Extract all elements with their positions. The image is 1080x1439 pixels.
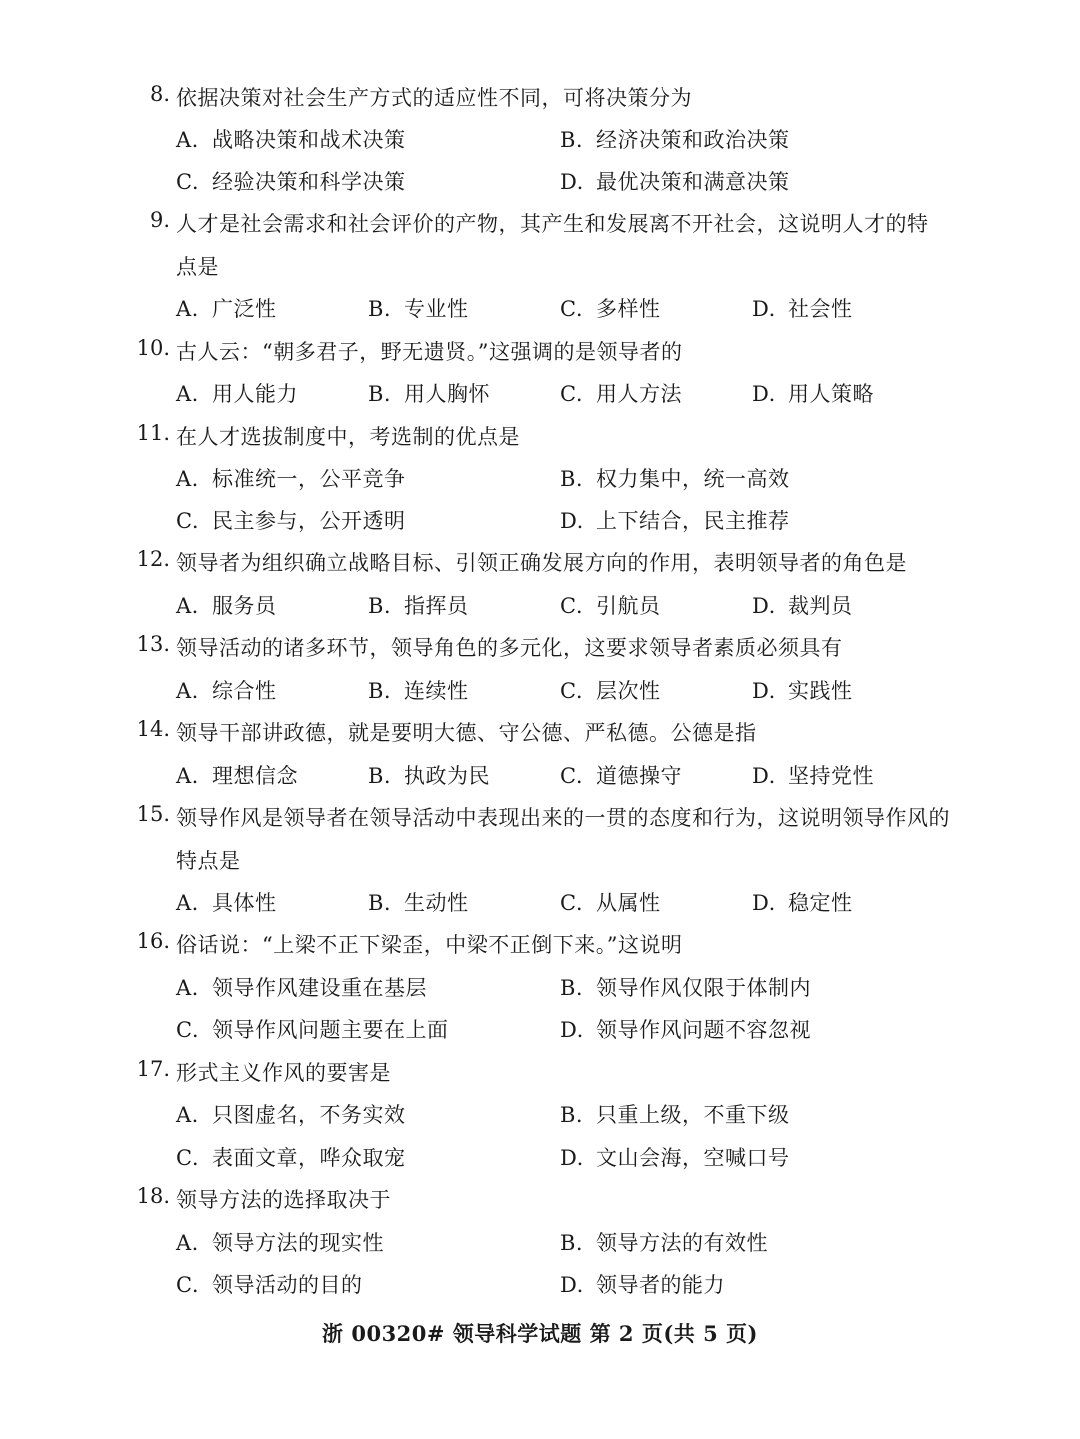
option-text: 权力集中，统一高效 — [596, 467, 790, 491]
option-letter: B. — [560, 1103, 584, 1127]
option-letter: A. — [176, 594, 199, 618]
option-letter: D. — [560, 170, 584, 194]
option-letter: A. — [176, 297, 199, 321]
option-a — [176, 463, 406, 493]
option-letter: B. — [368, 891, 392, 915]
question-stem: 领导者为组织确立战略目标、引领正确发展方向的作用，表明领导者的角色是 — [176, 551, 907, 575]
option-text: 领导作风问题不容忽视 — [596, 1018, 811, 1042]
option-a — [176, 675, 277, 705]
option-b — [368, 293, 469, 323]
option-c — [176, 1142, 406, 1172]
option-letter: A. — [176, 891, 199, 915]
question-stem: 形式主义作风的要害是 — [176, 1061, 391, 1085]
question-stem-continued: 点是 — [176, 255, 219, 279]
option-text: 社会性 — [788, 297, 853, 321]
option-letter: B. — [368, 679, 392, 703]
option-d — [752, 760, 874, 790]
option-a — [176, 1227, 384, 1257]
option-letter: C. — [560, 891, 583, 915]
option-b — [368, 590, 469, 620]
question-stem: 俗话说：“上梁不正下梁歪，中梁不正倒下来。”这说明 — [176, 933, 683, 957]
option-letter: C. — [176, 1018, 199, 1042]
option-letter: B. — [368, 382, 392, 406]
option-b — [560, 124, 790, 154]
option-text: 领导者的能力 — [596, 1273, 725, 1297]
question-stem: 领导干部讲政德，就是要明大德、守公德、严私德。公德是指 — [176, 721, 757, 745]
page-footer: 浙 00320# 领导科学试题 第 2 页(共 5 页) — [322, 1321, 758, 1346]
option-b — [368, 887, 469, 917]
option-letter: D. — [560, 1018, 584, 1042]
option-letter: A. — [176, 467, 199, 491]
option-text: 生动性 — [404, 891, 469, 915]
option-text: 多样性 — [596, 297, 661, 321]
option-text: 用人胸怀 — [404, 382, 490, 406]
option-text: 用人能力 — [212, 382, 298, 406]
option-letter: C. — [560, 297, 583, 321]
question-number: 15. — [136, 802, 170, 826]
option-c — [176, 1269, 363, 1299]
option-d — [752, 675, 853, 705]
option-text: 执政为民 — [404, 764, 490, 788]
option-letter: D. — [752, 679, 776, 703]
option-text: 只图虚名，不务实效 — [212, 1103, 406, 1127]
option-letter: B. — [560, 128, 584, 152]
option-b — [368, 675, 469, 705]
option-c — [560, 378, 682, 408]
option-a — [176, 1099, 406, 1129]
option-text: 稳定性 — [788, 891, 853, 915]
option-text: 广泛性 — [212, 297, 277, 321]
option-letter: C. — [560, 679, 583, 703]
option-text: 连续性 — [404, 679, 469, 703]
question-number: 11. — [136, 421, 170, 445]
option-letter: C. — [176, 1146, 199, 1170]
option-d — [560, 1269, 725, 1299]
question-stem: 依据决策对社会生产方式的适应性不同，可将决策分为 — [176, 86, 692, 110]
option-c — [560, 760, 682, 790]
option-d — [752, 378, 874, 408]
option-text: 领导作风仅限于体制内 — [596, 976, 811, 1000]
question-stem: 领导方法的选择取决于 — [176, 1188, 391, 1212]
option-a — [176, 124, 406, 154]
option-letter: B. — [368, 297, 392, 321]
option-text: 服务员 — [212, 594, 277, 618]
option-text: 上下结合，民主推荐 — [596, 509, 790, 533]
option-a — [176, 760, 298, 790]
option-text: 领导作风问题主要在上面 — [212, 1018, 449, 1042]
question-number: 8. — [149, 82, 170, 106]
option-a — [176, 293, 277, 323]
option-c — [176, 166, 406, 196]
option-letter: B. — [560, 976, 584, 1000]
question-number: 14. — [136, 717, 170, 741]
option-letter: D. — [560, 509, 584, 533]
option-letter: D. — [752, 594, 776, 618]
option-c — [176, 505, 406, 535]
option-d — [560, 1142, 790, 1172]
option-letter: C. — [560, 764, 583, 788]
option-text: 用人方法 — [596, 382, 682, 406]
question-number: 17. — [136, 1057, 170, 1081]
option-letter: A. — [176, 382, 199, 406]
option-letter: A. — [176, 1103, 199, 1127]
option-text: 引航员 — [596, 594, 661, 618]
option-d — [560, 505, 790, 535]
option-letter: B. — [368, 594, 392, 618]
question-number: 16. — [136, 929, 170, 953]
option-text: 指挥员 — [404, 594, 469, 618]
option-b — [560, 1227, 768, 1257]
question-stem: 古人云：“朝多君子，野无遗贤。”这强调的是领导者的 — [176, 340, 683, 364]
option-text: 表面文章，哗众取宠 — [212, 1146, 406, 1170]
option-a — [176, 590, 277, 620]
option-d — [560, 1014, 811, 1044]
option-letter: D. — [560, 1146, 584, 1170]
question-stem-continued: 特点是 — [176, 849, 241, 873]
option-c — [560, 293, 661, 323]
option-letter: C. — [176, 1273, 199, 1297]
option-c — [560, 590, 661, 620]
option-text: 实践性 — [788, 679, 853, 703]
option-letter: A. — [176, 764, 199, 788]
option-text: 最优决策和满意决策 — [596, 170, 790, 194]
option-b — [560, 972, 811, 1002]
option-text: 坚持党性 — [788, 764, 874, 788]
option-a — [176, 887, 277, 917]
option-text: 经济决策和政治决策 — [596, 128, 790, 152]
option-letter: A. — [176, 128, 199, 152]
option-letter: D. — [752, 764, 776, 788]
option-text: 专业性 — [404, 297, 469, 321]
option-letter: D. — [752, 297, 776, 321]
option-letter: B. — [368, 764, 392, 788]
question-number: 13. — [136, 632, 170, 656]
question-number: 9. — [149, 208, 170, 232]
option-text: 层次性 — [596, 679, 661, 703]
option-letter: C. — [560, 594, 583, 618]
option-letter: A. — [176, 976, 199, 1000]
option-letter: D. — [560, 1273, 584, 1297]
question-stem: 人才是社会需求和社会评价的产物，其产生和发展离不开社会，这说明人才的特 — [176, 212, 929, 236]
question-stem: 领导作风是领导者在领导活动中表现出来的一贯的态度和行为，这说明领导作风的 — [176, 806, 950, 830]
option-text: 用人策略 — [788, 382, 874, 406]
option-letter: C. — [176, 509, 199, 533]
option-text: 只重上级，不重下级 — [596, 1103, 790, 1127]
option-d — [752, 293, 853, 323]
option-d — [752, 590, 853, 620]
option-b — [560, 1099, 790, 1129]
option-text: 标准统一，公平竞争 — [212, 467, 406, 491]
option-b — [368, 760, 490, 790]
option-letter: A. — [176, 679, 199, 703]
option-text: 文山会海，空喊口号 — [596, 1146, 790, 1170]
option-c — [560, 675, 661, 705]
option-letter: D. — [752, 891, 776, 915]
question-number: 12. — [136, 547, 170, 571]
option-text: 理想信念 — [212, 764, 298, 788]
option-a — [176, 972, 427, 1002]
option-text: 领导方法的有效性 — [596, 1231, 768, 1255]
option-letter: A. — [176, 1231, 199, 1255]
option-c — [560, 887, 661, 917]
option-letter: C. — [560, 382, 583, 406]
option-letter: B. — [560, 467, 584, 491]
option-b — [560, 463, 790, 493]
option-text: 领导活动的目的 — [212, 1273, 363, 1297]
option-c — [176, 1014, 449, 1044]
option-text: 综合性 — [212, 679, 277, 703]
option-d — [752, 887, 853, 917]
option-letter: D. — [752, 382, 776, 406]
option-letter: B. — [560, 1231, 584, 1255]
option-text: 道德操守 — [596, 764, 682, 788]
option-text: 经验决策和科学决策 — [212, 170, 406, 194]
option-a — [176, 378, 298, 408]
question-stem: 在人才选拔制度中，考选制的优点是 — [176, 425, 520, 449]
question-number: 10. — [136, 336, 170, 360]
option-text: 具体性 — [212, 891, 277, 915]
option-letter: C. — [176, 170, 199, 194]
option-text: 领导作风建设重在基层 — [212, 976, 427, 1000]
option-b — [368, 378, 490, 408]
question-stem: 领导活动的诸多环节，领导角色的多元化，这要求领导者素质必须具有 — [176, 636, 843, 660]
option-d — [560, 166, 790, 196]
option-text: 从属性 — [596, 891, 661, 915]
option-text: 领导方法的现实性 — [212, 1231, 384, 1255]
option-text: 裁判员 — [788, 594, 853, 618]
question-number: 18. — [136, 1184, 170, 1208]
option-text: 民主参与，公开透明 — [212, 509, 406, 533]
option-text: 战略决策和战术决策 — [212, 128, 406, 152]
